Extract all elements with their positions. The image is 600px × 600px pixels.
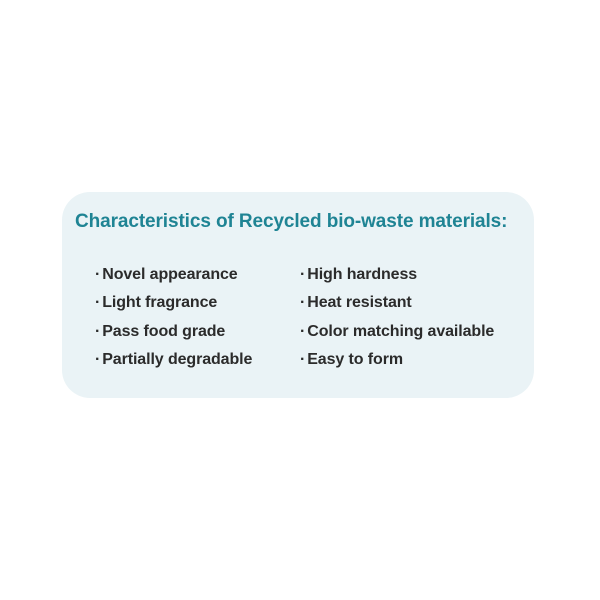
feature-columns: [95, 261, 494, 374]
feature-label: High hardness: [307, 266, 418, 284]
feature-item: [300, 261, 494, 289]
feature-label: Pass food grade: [102, 322, 226, 340]
feature-label: Novel appearance: [102, 266, 238, 284]
feature-label: Heat resistant: [307, 294, 412, 312]
feature-label: Easy to form: [307, 351, 403, 369]
feature-item: [300, 289, 494, 317]
bullet-dot: ·: [95, 322, 101, 340]
bullet-dot: ·: [300, 322, 306, 340]
feature-label: Light fragrance: [102, 294, 218, 312]
feature-label: Partially degradable: [102, 351, 253, 369]
bullet-dot: ·: [300, 294, 306, 312]
bullet-dot: ·: [95, 266, 101, 284]
bullet-dot: ·: [95, 294, 101, 312]
feature-item: [95, 261, 300, 289]
card-title: Characteristics of Recycled bio-waste materials:: [75, 211, 508, 232]
feature-label: Color matching available: [307, 322, 495, 340]
bullet-dot: ·: [300, 266, 306, 284]
feature-item: [300, 346, 494, 374]
bullet-dot: ·: [95, 351, 101, 369]
characteristics-card: [62, 192, 534, 398]
feature-column-left: [95, 261, 300, 374]
feature-column-right: [300, 261, 494, 374]
feature-item: [300, 318, 494, 346]
feature-item: [95, 318, 300, 346]
feature-item: [95, 289, 300, 317]
bullet-dot: ·: [300, 351, 306, 369]
feature-item: [95, 346, 300, 374]
